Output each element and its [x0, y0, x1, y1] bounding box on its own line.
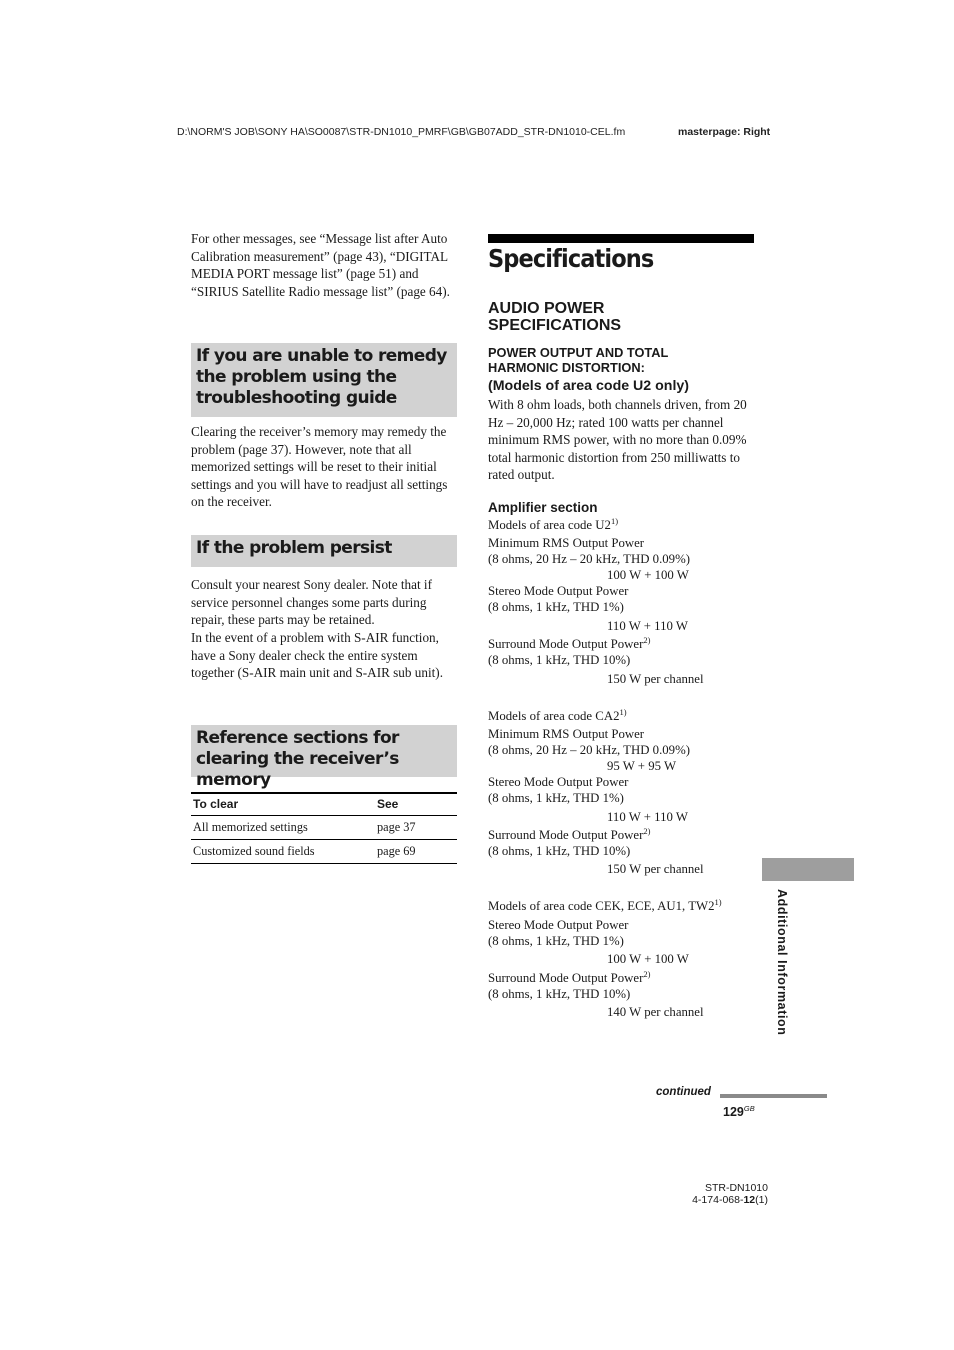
spec-line: (8 ohms, 20 Hz – 20 kHz, THD 0.09%)	[488, 743, 691, 757]
spec-line: Stereo Mode Output Power	[488, 918, 629, 932]
table-cell: All memorized settings	[191, 816, 375, 840]
spec-line: (8 ohms, 1 kHz, THD 1%)	[488, 934, 624, 948]
remedy-paragraph: Clearing the receiver’s memory may remedy the problem (page 37). However, note that all memorized settings will be reset to their initial settings and you will have to readjust all settings on the receiver.	[191, 424, 448, 510]
spec-line: Surround Mode Output Power$^{2)}$	[488, 635, 651, 651]
spec-value: 110 W + 110 W	[607, 810, 688, 824]
spec-line: Stereo Mode Output Power	[488, 584, 629, 598]
table-header-row	[191, 793, 457, 816]
section-heading-persist: If the problem persist	[191, 535, 457, 567]
section-heading-remedy: If you are unable to remedy the problem using the troubleshooting guide	[191, 343, 457, 417]
model-line-u2: Models of area code U2$^{1)}$	[488, 516, 619, 532]
audio-power-heading: AUDIO POWER SPECIFICATIONS	[488, 300, 622, 334]
table-cell: Customized sound fields	[191, 840, 375, 864]
page-number: $129^{GB}$	[723, 1104, 755, 1119]
file-path-header: D:\NORM'S JOB\SONY HA\SO0087\STR-DN1010_PMRF\GB\GB07ADD_STR-DN1010-CEL.fm	[177, 126, 626, 138]
table-row	[191, 816, 457, 840]
table-cell: page 37	[375, 816, 457, 840]
intro-paragraph: For other messages, see “Message list after Auto Calibration measurement” (page 43), “DIGITAL MEDIA PORT message list” (page 51) and “SIRIUS Satellite Radio message list” (page 64).	[191, 231, 450, 299]
models-heading: (Models of area code U2 only)	[488, 378, 690, 394]
spec-line: (8 ohms, 1 kHz, THD 1%)	[488, 600, 624, 614]
sair-paragraph: In the event of a problem with S-AIR function, have a Sony dealer check the entire system together (S-AIR main unit and S-AIR sub unit).	[191, 630, 443, 681]
table-header-cell: To clear	[191, 793, 375, 816]
spec-intro-paragraph: With 8 ohm loads, both channels driven, from 20 Hz – 20,000 Hz; rated 100 watts per channel minimum RMS power, with no more than 0.09% total harmonic distortion from 250 milliwatts to rated output.	[488, 397, 747, 483]
spec-value: 140 W per channel	[607, 1005, 704, 1019]
part-code: 4-174-068-12(1)	[692, 1194, 768, 1206]
table-row	[191, 840, 457, 864]
spec-line: Surround Mode Output Power$^{2)}$	[488, 969, 651, 985]
spec-line: Stereo Mode Output Power	[488, 775, 629, 789]
model-footer	[686, 1182, 768, 1206]
spec-line: (8 ohms, 1 kHz, THD 10%)	[488, 844, 631, 858]
power-output-heading: POWER OUTPUT AND TOTAL HARMONIC DISTORTION:	[488, 345, 669, 375]
section-tab-label: Additional Information	[775, 889, 789, 1036]
section-tab-marker	[762, 858, 854, 881]
spec-value: 150 W per channel	[607, 672, 704, 686]
spec-value: 95 W + 95 W	[607, 759, 677, 773]
spec-line: (8 ohms, 1 kHz, THD 10%)	[488, 653, 631, 667]
continued-rule	[720, 1094, 827, 1098]
persist-paragraph: Consult your nearest Sony dealer. Note that if service personnel changes some parts during repair, these parts may be retained.	[191, 577, 432, 628]
spec-line: (8 ohms, 1 kHz, THD 1%)	[488, 791, 624, 805]
table-header-cell: See	[375, 793, 457, 816]
table-cell: page 69	[375, 840, 457, 864]
spec-line: Surround Mode Output Power$^{2)}$	[488, 826, 651, 842]
amplifier-heading: Amplifier section	[488, 500, 598, 515]
model-line-ca2: Models of area code CA2$^{1)}$	[488, 707, 627, 723]
spec-line: (8 ohms, 20 Hz – 20 kHz, THD 0.09%)	[488, 552, 691, 566]
masterpage-label: masterpage: Right	[678, 126, 771, 138]
spec-value: 110 W + 110 W	[607, 619, 688, 633]
spec-value: 150 W per channel	[607, 862, 704, 876]
model-line-cek: Models of area code CEK, ECE, AU1, TW2$^{1)}$	[488, 897, 722, 913]
spec-value: 100 W + 100 W	[607, 952, 689, 966]
spec-line: Minimum RMS Output Power	[488, 536, 645, 550]
model-number: STR-DN1010	[704, 1182, 768, 1194]
spec-line: (8 ohms, 1 kHz, THD 10%)	[488, 987, 631, 1001]
section-heading-reference: Reference sections for clearing the receiver’s memory	[191, 725, 457, 777]
continued-label: continued	[656, 1086, 711, 1098]
spec-line: Minimum RMS Output Power	[488, 727, 645, 741]
spec-value: 100 W + 100 W	[607, 568, 689, 582]
page-title: Specifications	[488, 244, 654, 273]
reference-table	[191, 792, 457, 864]
title-rule	[488, 234, 754, 243]
